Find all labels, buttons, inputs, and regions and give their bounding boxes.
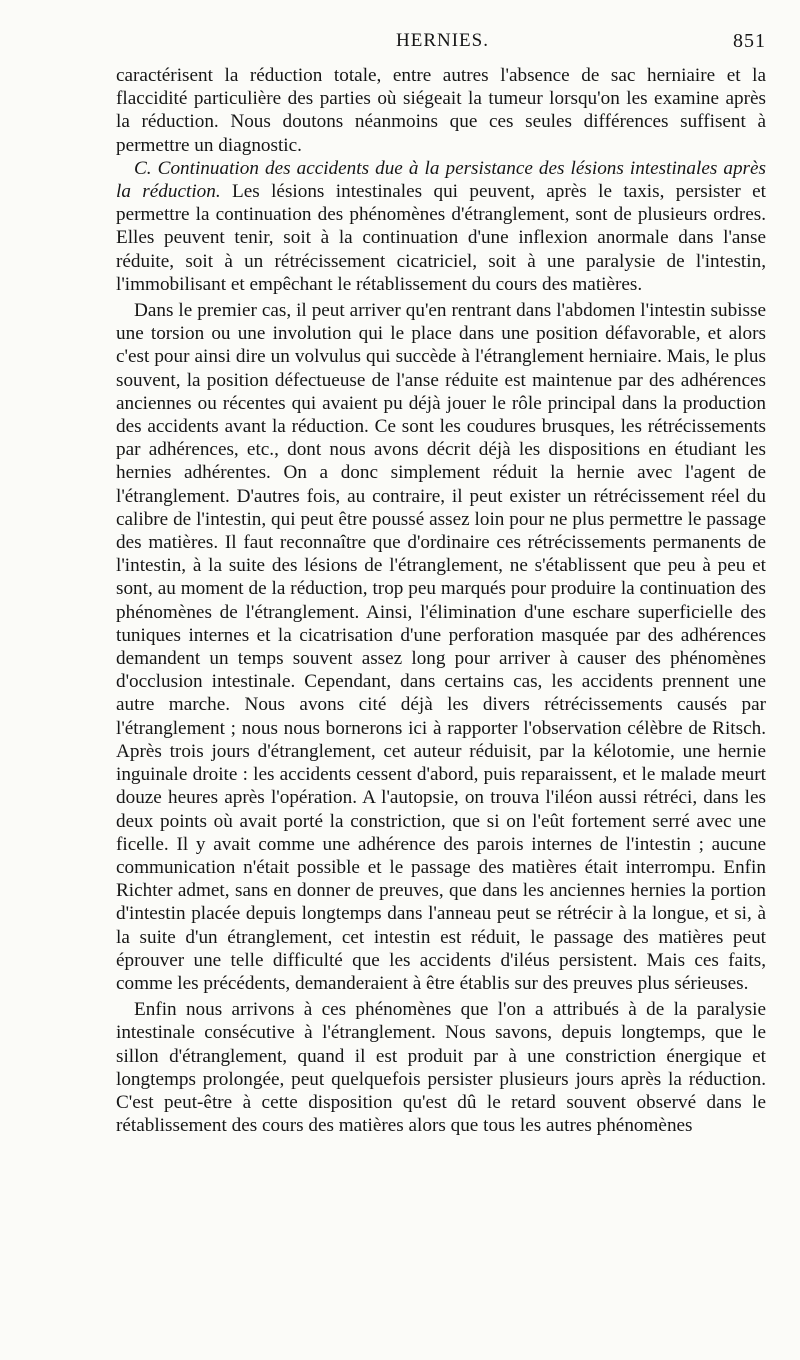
- page-header: [116, 30, 766, 64]
- paragraph-2: [116, 157, 766, 296]
- section-heading-c: C. Continuation des accidents due à la persistance des lésions intestinales après la réduction.: [116, 157, 766, 203]
- running-title: HERNIES.: [396, 30, 489, 51]
- paragraph-1: caractérisent la réduction totale, entre autres l'absence de sac herniaire et la flaccidité particulière des parties où siégeait la tumeur lorsqu'on les examine après la réduction. Nous doutons néanmoins que ces seules différences suffisent à permettre un diagnostic.: [116, 65, 766, 156]
- page-number: 851: [733, 30, 766, 52]
- paragraph-4: Enfin nous arrivons à ces phénomènes que l'on a attribués à de la paralysie intestinale consécutive à l'étranglement. Nous savons, depuis longtemps, que le sillon d'étranglement, quand il est produit par à une constriction énergique et longtemps prolongée, peut quelquefois persister plusieurs jours après la réduction. C'est peut-être à cette disposition qu'est dû le retard souvent observé dans le rétablissement des cours des matières alors que tous les autres phénomènes: [116, 999, 766, 1137]
- paragraph-2-text: Les lésions intestinales qui peuvent, après le taxis, persister et permettre la continuation des phénomènes d'étranglement, sont de plusieurs ordres. Elles peuvent tenir, soit à la continuation d'une inflexion anormale dans l'anse réduite, soit à un rétrécissement cicatriciel, soit à une paralysie de l'intestin, l'immobilisant et empêchant le rétablissement du cours des matières.: [116, 181, 766, 295]
- paragraph-3: Dans le premier cas, il peut arriver qu'en rentrant dans l'abdomen l'intestin subisse une torsion ou une involution qui le place dans une position défavorable, et alors c'est pour ainsi dire un volvulus qui succède à l'étranglement herniaire. Mais, le plus souvent, la position défectueuse de l'anse réduite est maintenue par des adhérences anciennes ou récentes qui avaient pu déjà jouer le rôle principal dans la production des accidents avant la réduction. Ce sont les coudures brusques, les rétrécissements par adhérences, etc., dont nous avons décrit déjà les dispositions en étudiant les hernies adhérentes. On a donc simplement réduit la hernie avec l'agent de l'étranglement. D'autres fois, au contraire, il peut exister un rétrécissement réel du calibre de l'intestin, qui peut être poussé assez loin pour ne plus permettre le passage des matières. Il faut reconnaître que d'ordinaire ces rétrécissements permanents de l'intestin, à la suite des lésions de l'étranglement, ne s'établissent que peu à peu et sont, au moment de la réduction, trop peu marqués pour produire la continuation des phénomènes de l'étranglement. Ainsi, l'élimination d'une eschare superficielle des tuniques internes et la cicatrisation d'une perforation masquée par des adhérences demandent un temps souvent assez long pour arriver à causer des phénomènes d'occlusion intestinale. Cependant, dans certains cas, les accidents prennent une autre marche. Nous avons cité déjà les divers rétrécissements causés par l'étranglement ; nous nous bornerons ici à rapporter l'observation célèbre de Ritsch. Après trois jours d'étranglement, cet auteur réduisit, par la kélotomie, une hernie inguinale droite : les accidents cessent d'abord, puis reparaissent, et le malade meurt douze heures après l'opération. A l'autopsie, on trouva l'iléon aussi rétréci, dans les deux points où avait porté la constriction, que si on l'eût fortement serré avec une ficelle. Il y avait comme une adhérence des parois internes de l'intestin ; aucune communication n'était possible et le passage des matières était interrompu. Enfin Richter admet, sans en donner de preuves, que dans les anciennes hernies la portion d'intestin placée depuis longtemps dans l'anneau peut se rétrécir à la longue, et si, à la suite d'un étranglement, cet intestin est réduit, le passage des matières peut éprouver une telle difficulté que les accidents d'iléus persistent. Mais ces faits, comme les précédents, demanderaient à être établis sur des preuves plus sérieuses.: [116, 300, 766, 994]
- body-text: [116, 64, 766, 1137]
